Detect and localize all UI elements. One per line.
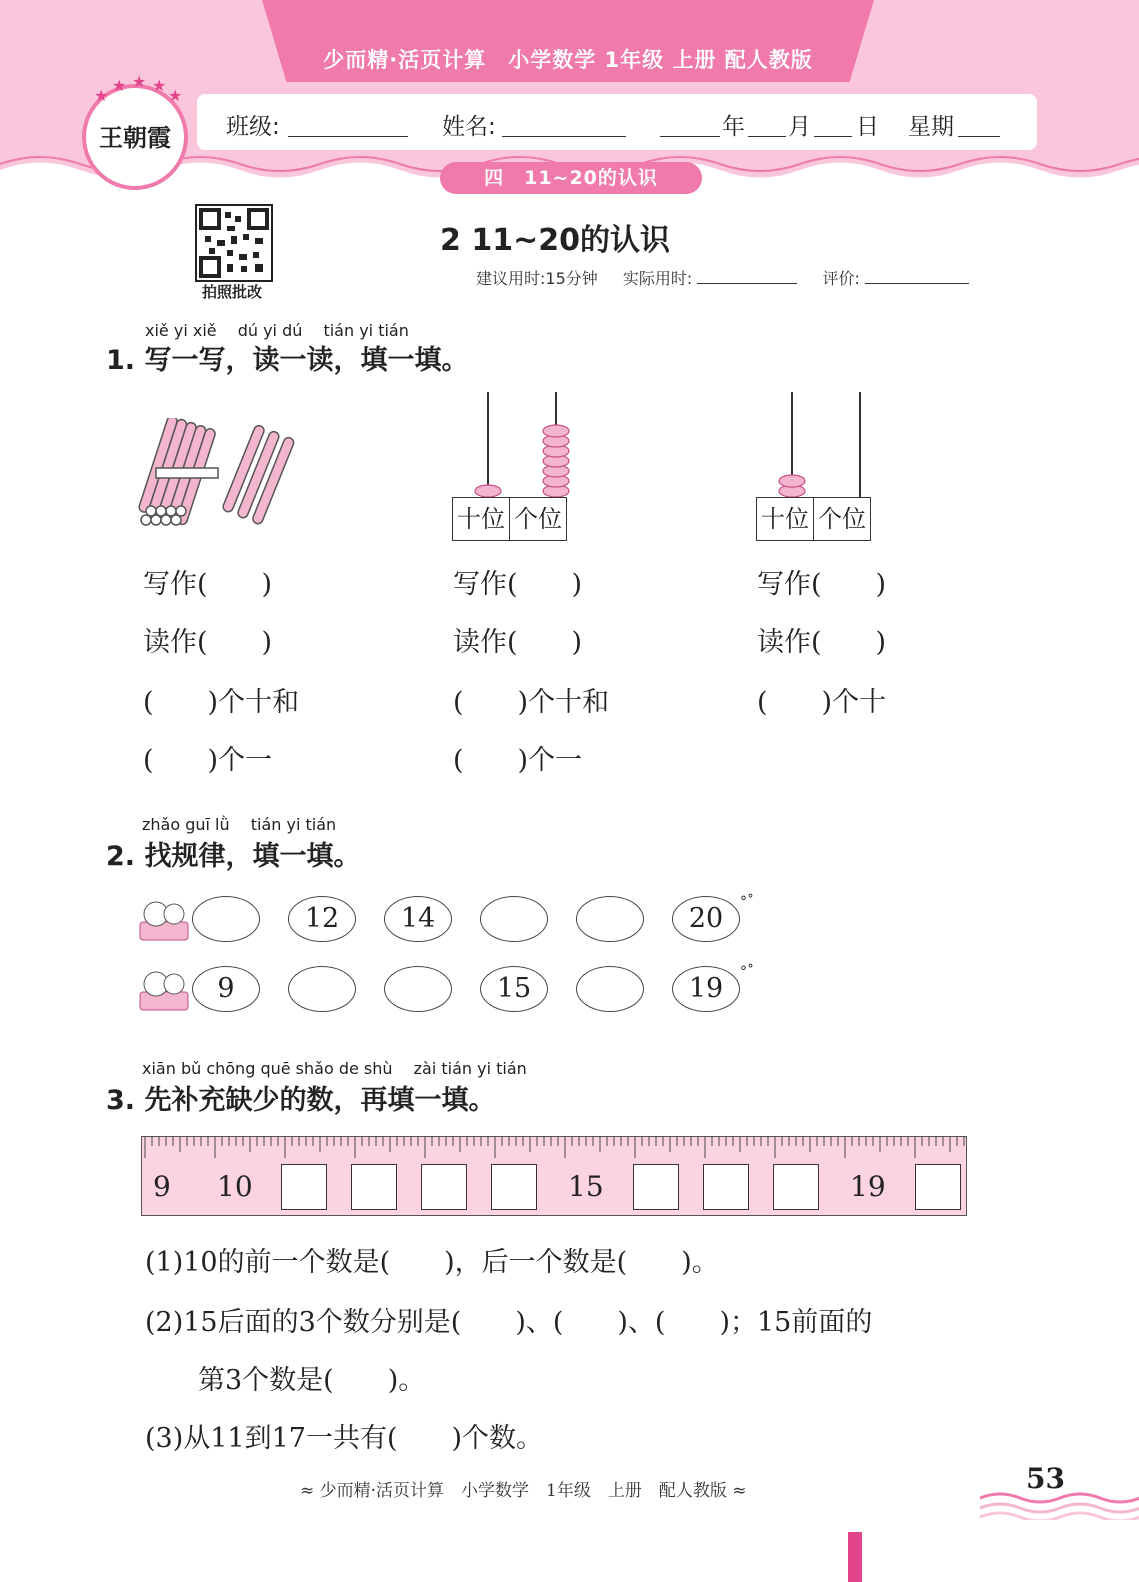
class-field[interactable] — [288, 110, 408, 137]
q1c-read-as[interactable]: 读作( ) — [757, 627, 887, 658]
q1b-write-as[interactable]: 写作( ) — [453, 569, 583, 600]
q1c-tens[interactable]: ( )个十 — [757, 687, 887, 718]
q1a-tens[interactable]: ( )个十和 — [143, 687, 300, 718]
actual-time-label: 实际用时: — [622, 269, 693, 288]
sequence-2-tail: °˚ — [740, 964, 754, 980]
tens-place-label: 十位 — [452, 497, 510, 541]
q3-sub1[interactable]: (1)10的前一个数是( )，后一个数是( )。 — [145, 1247, 719, 1278]
star-icon: ★ — [94, 86, 109, 105]
weekday-label: 星期 — [908, 114, 954, 140]
q3-pinyin: xiān bǔ chōng quē shǎo de shù zài tián yi tián — [142, 1059, 527, 1078]
q2-title: 2. 找规律，填一填。 — [106, 841, 361, 872]
ones-place-label: 个位 — [510, 497, 567, 541]
qr-code-icon[interactable] — [195, 204, 273, 282]
q1a-read-as[interactable]: 读作( ) — [143, 627, 273, 658]
q1b-ones[interactable]: ( )个一 — [453, 745, 583, 776]
ruler-blank-box[interactable] — [633, 1164, 679, 1210]
place-value-table-1 — [452, 497, 567, 541]
sequence-1-cell[interactable] — [576, 896, 644, 942]
footer-text: ≈ 少而精·活页计算 小学数学 1年级 上册 配人教版 ≈ — [300, 1481, 747, 1501]
suggested-time: 建议用时:15分钟 — [476, 269, 598, 288]
q1a-ones[interactable]: ( )个一 — [143, 745, 273, 776]
q1b-read-as[interactable]: 读作( ) — [453, 627, 583, 658]
ruler-blank-box[interactable] — [421, 1164, 467, 1210]
sequence-1-cell: 12 — [288, 896, 356, 942]
star-icon: ★ — [112, 76, 127, 95]
caterpillar-head-icon — [138, 968, 192, 1014]
q3-sub2-cont[interactable]: 第3个数是( )。 — [198, 1365, 426, 1396]
name-label: 姓名: — [442, 114, 496, 140]
ruler-blank-box[interactable] — [703, 1164, 749, 1210]
brand-logo — [82, 72, 188, 190]
q3-sub3[interactable]: (3)从11到17一共有( )个数。 — [145, 1423, 544, 1454]
q3-sub2[interactable]: (2)15后面的3个数分别是( )、( )、( )；15前面的 — [145, 1307, 873, 1338]
sequence-2-cell: 9 — [192, 966, 260, 1012]
evaluation-field[interactable] — [865, 283, 969, 284]
ruler-blank-box[interactable] — [915, 1164, 961, 1210]
sequence-2-cell[interactable] — [576, 966, 644, 1012]
ruler-blank-box[interactable] — [773, 1164, 819, 1210]
class-label: 班级: — [226, 114, 280, 140]
ones-place-label: 个位 — [814, 497, 871, 541]
sequence-2-cell: 15 — [480, 966, 548, 1012]
month-label: 月 — [788, 114, 811, 140]
name-field[interactable] — [502, 110, 626, 137]
actual-time-field[interactable] — [697, 283, 797, 284]
ruler-label: 19 — [850, 1170, 886, 1203]
sequence-2-cell[interactable] — [384, 966, 452, 1012]
q3-title: 3. 先补充缺少的数，再填一填。 — [106, 1085, 496, 1116]
day-field[interactable] — [814, 110, 852, 137]
unit-label: 四 11~20的认识 — [440, 162, 702, 194]
star-icon: ★ — [168, 86, 183, 105]
series-title: 少而精·活页计算 小学数学 1年级 上册 配人教版 — [323, 48, 813, 72]
stick-bundle-image — [136, 418, 316, 534]
sequence-1-tail: °˚ — [740, 894, 754, 910]
q1-title: 1. 写一写，读一读，填一填。 — [106, 345, 469, 376]
q1b-tens[interactable]: ( )个十和 — [453, 687, 610, 718]
day-label: 日 — [856, 114, 879, 140]
weekday-field[interactable] — [958, 110, 1000, 137]
tens-place-label: 十位 — [756, 497, 814, 541]
ruler-label: 10 — [217, 1170, 253, 1203]
sequence-2-cell: 19 — [672, 966, 740, 1012]
place-value-table-2 — [756, 497, 871, 541]
q1c-write-as[interactable]: 写作( ) — [757, 569, 887, 600]
ruler-blank-box[interactable] — [491, 1164, 537, 1210]
sequence-1-cell[interactable] — [480, 896, 548, 942]
month-field[interactable] — [748, 110, 786, 137]
qr-label: 拍照批改 — [201, 283, 262, 301]
ruler-label: 9 — [153, 1170, 171, 1203]
year-field[interactable] — [660, 110, 720, 137]
lesson-title: 2 11~20的认识 — [440, 223, 670, 258]
star-icon: ★ — [152, 76, 167, 95]
q2-pinyin: zhǎo guī lǜ tián yi tián — [142, 815, 337, 834]
evaluation-label: 评价: — [822, 269, 860, 288]
logo-text: 王朝霞 — [99, 123, 171, 152]
q1-pinyin: xiě yi xiě dú yi dú tián yi tián — [145, 321, 409, 340]
star-icon: ★ — [132, 72, 147, 91]
time-row — [476, 266, 969, 289]
q1a-write-as[interactable]: 写作( ) — [143, 569, 273, 600]
ruler-label: 15 — [568, 1170, 604, 1203]
ruler-blank-box[interactable] — [351, 1164, 397, 1210]
sequence-1-cell: 20 — [672, 896, 740, 942]
sequence-2-cell[interactable] — [288, 966, 356, 1012]
year-label: 年 — [722, 114, 745, 140]
caterpillar-head-icon — [138, 898, 192, 944]
page-edge-tab — [848, 1532, 862, 1582]
sequence-1-cell[interactable] — [192, 896, 260, 942]
sequence-1-cell: 14 — [384, 896, 452, 942]
ruler-blank-box[interactable] — [281, 1164, 327, 1210]
ruler-ticks — [141, 1136, 967, 1166]
page-number: 53 — [1026, 1462, 1065, 1495]
